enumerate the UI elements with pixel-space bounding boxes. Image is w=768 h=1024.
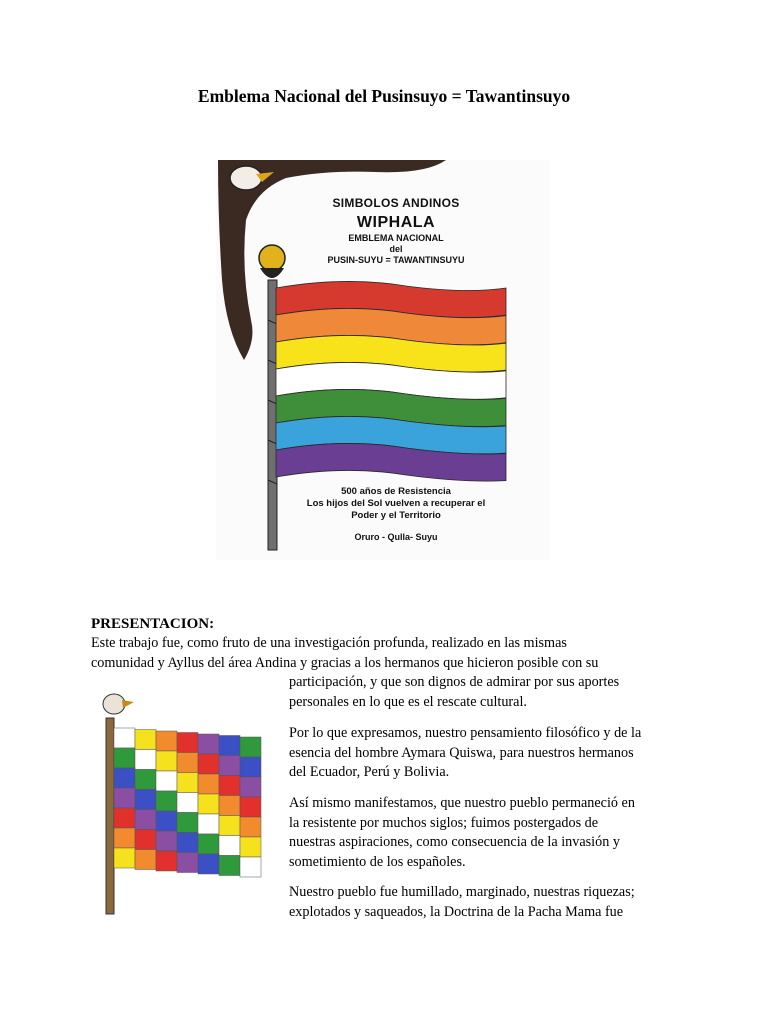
paragraph-line: explotados y saqueados, la Doctrina de la Pacha Mama fue bbox=[289, 903, 624, 920]
paragraph-line: esencia del hombre Aymara Quiswa, para nuestros hermanos bbox=[289, 744, 634, 761]
wiphala-cell bbox=[219, 836, 240, 856]
wiphala-cell bbox=[177, 813, 198, 833]
wiphala-cell bbox=[177, 773, 198, 793]
wiphala-cell bbox=[198, 754, 219, 774]
wiphala-cell bbox=[156, 791, 177, 811]
wiphala-condor-beak-icon bbox=[122, 700, 134, 708]
intro-paragraph-continued bbox=[289, 673, 689, 712]
wiphala-cell bbox=[135, 750, 156, 770]
wiphala-poster bbox=[216, 160, 550, 560]
wiphala-condor-icon bbox=[103, 694, 125, 714]
intro-line: comunidad y Ayllus del área Andina y gracias a los hermanos que hicieron posible con su bbox=[91, 654, 599, 671]
paragraph-line: del Ecuador, Perú y Bolivia. bbox=[289, 764, 450, 780]
wiphala-cell bbox=[114, 748, 135, 768]
intro-paragraph bbox=[91, 634, 691, 673]
poster-heading-2: WIPHALA bbox=[356, 214, 436, 231]
wiphala-cell bbox=[135, 790, 156, 810]
poster-heading-3: EMBLEMA NACIONAL bbox=[348, 233, 444, 243]
poster-footer-4: Oruro - Qulla- Suyu bbox=[354, 532, 438, 542]
document-title: Emblema Nacional del Pusinsuyo = Tawantinsuyo bbox=[197, 86, 571, 106]
wiphala-flag-image bbox=[92, 688, 277, 918]
paragraph-3 bbox=[289, 794, 689, 872]
wiphala-cell bbox=[114, 788, 135, 808]
wiphala-cell bbox=[114, 808, 135, 828]
paragraph-line: Nuestro pueblo fue humillado, marginado, nuestras riquezas; bbox=[289, 884, 635, 900]
wiphala-cell bbox=[198, 794, 219, 814]
wiphala-cell bbox=[198, 734, 219, 754]
wiphala-cell bbox=[135, 830, 156, 850]
wiphala-cell bbox=[156, 751, 177, 771]
poster-footer-1: 500 años de Resistencia bbox=[341, 486, 451, 497]
wiphala-cell bbox=[135, 850, 156, 870]
wiphala-cell bbox=[156, 731, 177, 751]
wiphala-cell bbox=[240, 797, 261, 817]
poster-footer-3: Poder y el Territorio bbox=[351, 510, 441, 521]
poster-heading-4: del bbox=[389, 244, 403, 254]
section-heading: PRESENTACION: bbox=[91, 616, 215, 632]
paragraph-line: sometimiento de los españoles. bbox=[289, 853, 466, 870]
wiphala-cell bbox=[156, 811, 177, 831]
wiphala-cell bbox=[219, 856, 240, 876]
wiphala-illustration bbox=[92, 688, 277, 918]
wiphala-cell bbox=[240, 737, 261, 757]
poster-footer-2: Los hijos del Sol vuelven a recuperar el bbox=[306, 498, 486, 509]
wiphala-cell bbox=[219, 776, 240, 796]
wiphala-cell bbox=[114, 828, 135, 848]
wiphala-cell bbox=[219, 796, 240, 816]
poster-heading-1: SIMBOLOS ANDINOS bbox=[332, 196, 460, 210]
wiphala-cell bbox=[135, 810, 156, 830]
wiphala-grid bbox=[114, 728, 261, 877]
wiphala-cell bbox=[135, 730, 156, 750]
rainbow-flag bbox=[276, 281, 506, 481]
paragraph-line: Así mismo manifestamos, que nuestro pueblo permaneció en bbox=[289, 795, 635, 811]
wiphala-cell bbox=[198, 854, 219, 874]
wiphala-cell bbox=[240, 757, 261, 777]
wiphala-cell bbox=[177, 753, 198, 773]
wiphala-cell bbox=[219, 736, 240, 756]
wiphala-cell bbox=[177, 853, 198, 873]
wiphala-cell bbox=[114, 728, 135, 748]
wiphala-cell bbox=[156, 851, 177, 871]
wiphala-cell bbox=[177, 793, 198, 813]
wiphala-cell bbox=[240, 837, 261, 857]
paragraph-4 bbox=[289, 883, 689, 922]
intro-line: Este trabajo fue, como fruto de una investigación profunda, realizado en las mismas bbox=[91, 635, 567, 651]
condor-head-icon bbox=[230, 166, 262, 190]
wiphala-cell bbox=[219, 816, 240, 836]
wiphala-cell bbox=[198, 774, 219, 794]
intro-line: participación, y que son dignos de admirar por sus aportes bbox=[289, 674, 620, 690]
wiphala-cell bbox=[114, 848, 135, 868]
wiphala-cell bbox=[198, 834, 219, 854]
paragraph-line: nuestras aspiraciones, como consecuencia de la invasión y bbox=[289, 834, 620, 850]
wiphala-cell bbox=[114, 768, 135, 788]
paragraph-line: Por lo que expresamos, nuestro pensamiento filosófico y de la bbox=[289, 725, 642, 741]
intro-line: personales en lo que es el rescate cultural. bbox=[289, 693, 527, 710]
wiphala-pole bbox=[106, 718, 114, 914]
wiphala-cell bbox=[177, 833, 198, 853]
paragraph-2 bbox=[289, 724, 689, 783]
wiphala-cell bbox=[177, 733, 198, 753]
wiphala-cell bbox=[198, 814, 219, 834]
wiphala-cell bbox=[240, 857, 261, 877]
wiphala-cell bbox=[156, 771, 177, 791]
paragraph-line: la resistente por muchos siglos; fuimos postergados de bbox=[289, 814, 599, 831]
wiphala-cell bbox=[135, 770, 156, 790]
wiphala-cell bbox=[240, 777, 261, 797]
wiphala-cell bbox=[156, 831, 177, 851]
poster-footer-group bbox=[276, 486, 516, 522]
wiphala-cell bbox=[240, 817, 261, 837]
wiphala-cell bbox=[219, 756, 240, 776]
poster-heading-group bbox=[276, 233, 516, 266]
poster-heading-5: PUSIN-SUYU = TAWANTINSUYU bbox=[327, 255, 465, 265]
